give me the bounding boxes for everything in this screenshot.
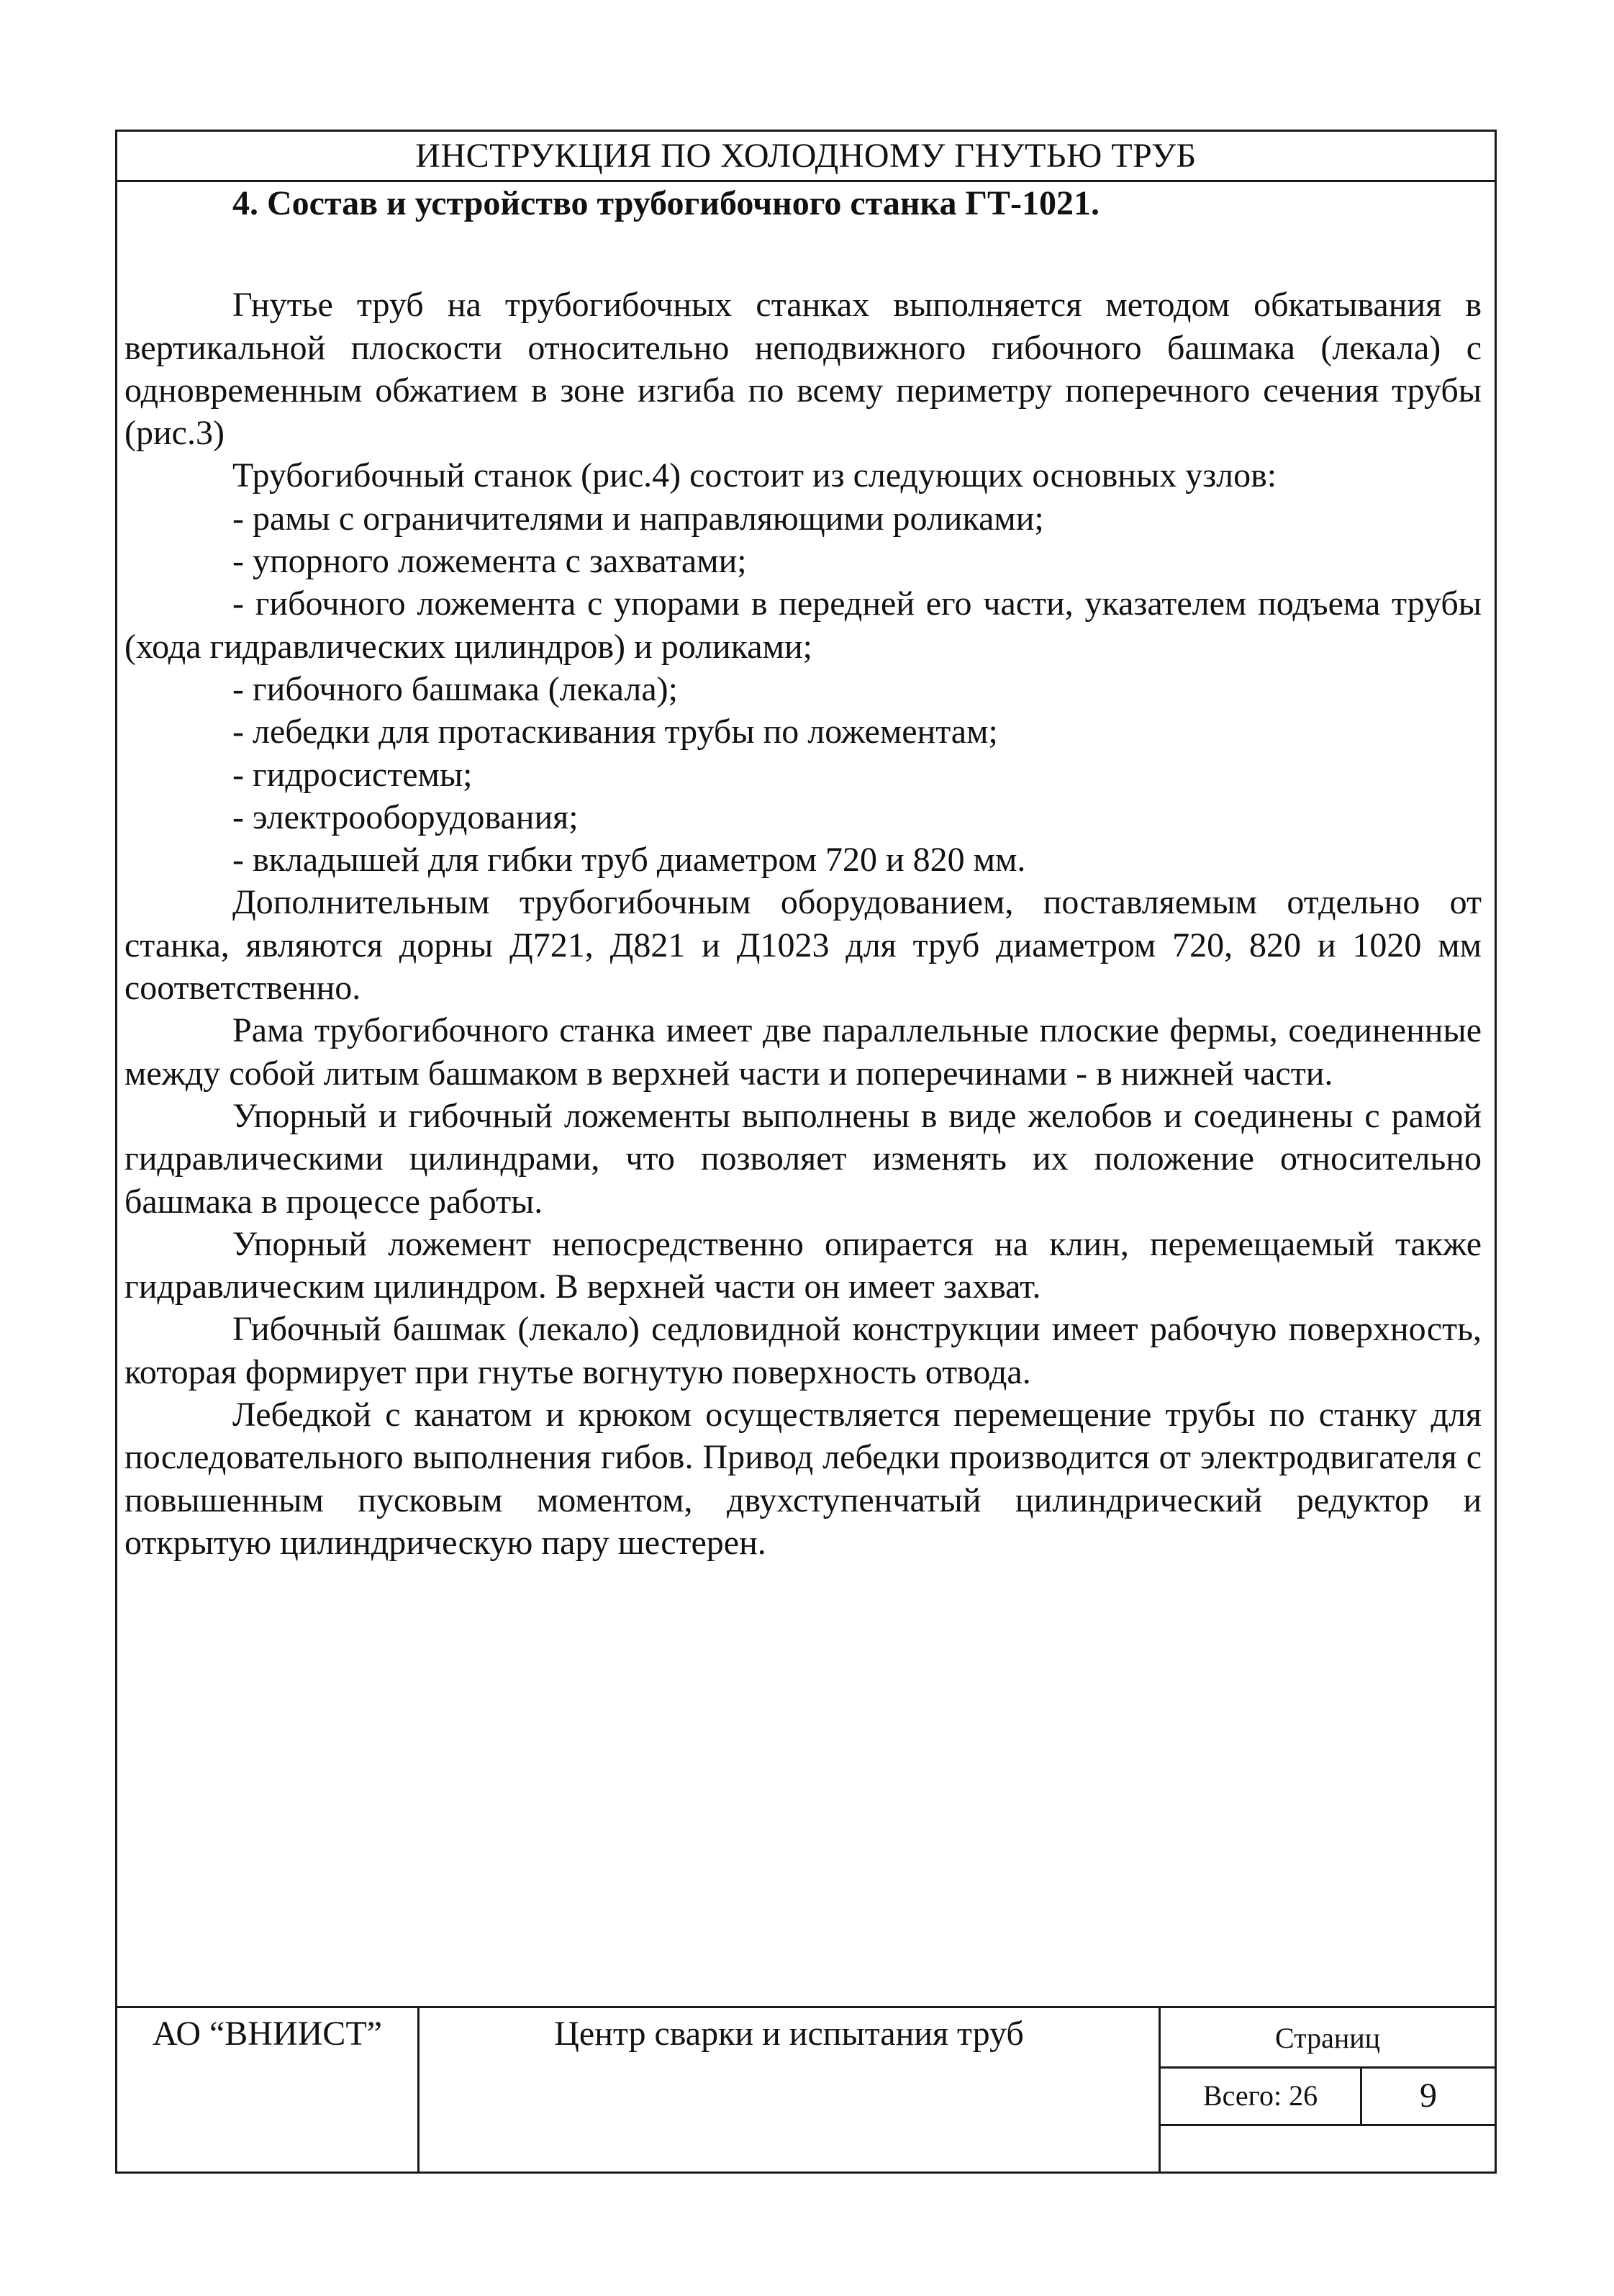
section-title: 4. Состав и устройство трубогибочного станка ГТ-1021. [232,184,1100,222]
page-frame [115,130,1497,2174]
paragraph-cradles: Упорный и гибочный ложементы выполнены в виде желобов и соединены с рамой гидравлическими цилиндрами, что позволяет изменять их положение относительно башмака в процессе работы. [124,1096,1482,1221]
list-item: - упорного ложемента с захватами; [232,542,747,581]
list-item: - электрооборудования; [232,797,579,836]
list-item: - рамы с ограничителями и направляющими роликами; [232,499,1044,538]
list-item: - гибочного ложемента с упорами в передней его части, указателем подъема трубы (хода гидравлических цилиндров) и роликами; [124,584,1482,666]
paragraph-components-intro: Трубогибочный станок (рис.4) состоит из следующих основных узлов: [232,456,1277,495]
pages-label: Страниц [1161,2008,1495,2069]
paragraph-support-cradle: Упорный ложемент непосредственно опирается на клин, перемещаемый также гидравлическим цилиндром. В верхней части он имеет захват. [124,1224,1482,1306]
department-name: Центр сварки и испытания труб [420,2008,1161,2174]
list-item: - вкладышей для гибки труб диаметром 720 и 820 мм. [232,841,1026,880]
total-pages: Всего: 26 [1161,2069,1362,2126]
paragraph-mandrels: Дополнительным трубогибочным оборудованием, поставляемым отдельно от станка, являются дорны Д721, Д821 и Д1023 для труб диаметром 720, 820 и 1020 мм соответственно. [124,883,1482,1008]
page-number: 9 [1362,2069,1495,2126]
list-item: - гибочного башмака (лекала); [232,669,678,708]
paragraph-intro: Гнутье труб на трубогибочных станках выполняется методом обкатывания в вертикальной плоскости относительно неподвижного гибочного башмака (лекала) с одновременным обжатием в зоне изгиба по всему периметру поперечного сечения трубы (рис.3) [124,286,1482,453]
list-item: - гидросистемы; [232,755,473,794]
organization-name: АО “ВНИИСТ” [117,2008,420,2174]
title-block [117,2006,1495,2174]
paragraph-frame: Рама трубогибочного станка имеет две параллельные плоские фермы, соединенные между собой литым башмаком в верхней части и поперечинами - в нижней части. [124,1011,1482,1093]
paragraph-winch: Лебедкой с канатом и крюком осуществляется перемещение трубы по станку для последовательного выполнения гибов. Привод лебедки производится от электродвигателя с повышенным пусковым моментом, двухступенчатый цилиндрический редуктор и открытую цилиндрическую пару шестерен. [124,1396,1482,1562]
paragraph-bending-shoe: Гибочный башмак (лекало) седловидной конструкции имеет рабочую поверхность, которая формирует при гнутье вогнутую поверхность отвода. [124,1310,1482,1391]
document-body [124,182,1482,1564]
pages-block [1161,2008,1495,2174]
spacer [124,225,1482,284]
document-header: ИНСТРУКЦИЯ ПО ХОЛОДНОМУ ГНУТЬЮ ТРУБ [117,132,1495,182]
list-item: - лебедки для протаскивания трубы по ложементам; [232,713,998,751]
